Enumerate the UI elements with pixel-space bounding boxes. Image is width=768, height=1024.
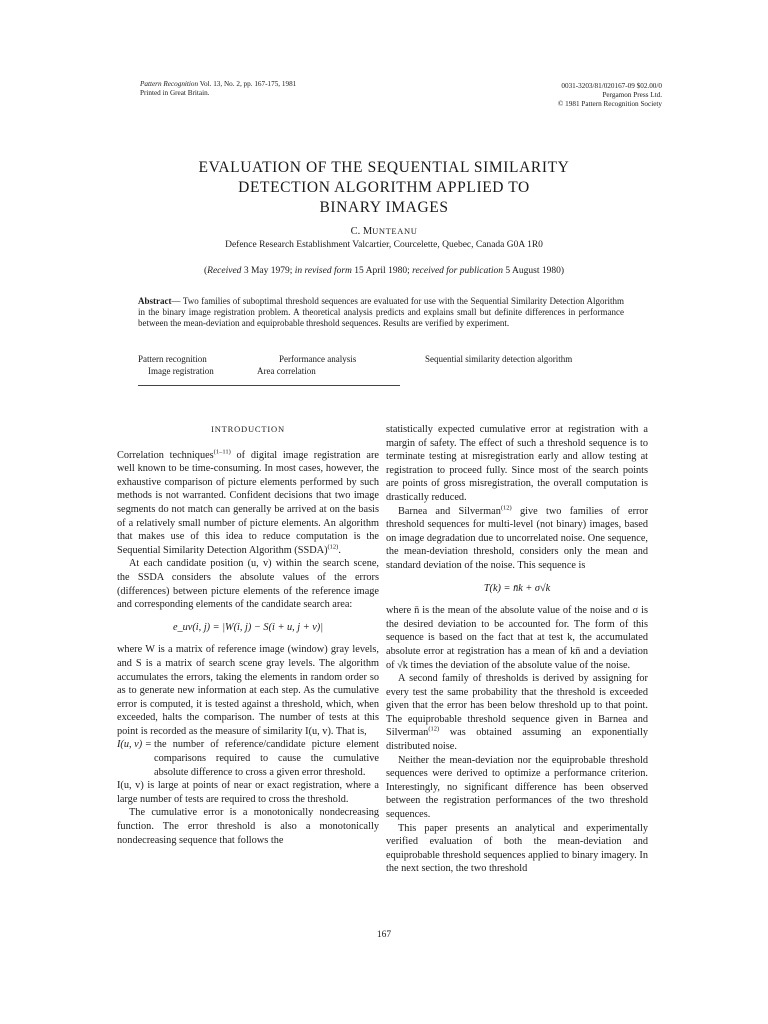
keywords [138, 353, 624, 381]
paper-title [0, 158, 768, 218]
publisher-name: Pergamon Press Ltd. [602, 91, 662, 99]
paragraph: A second family of thresholds is derived by assigning for every test the same probability that the threshold is exceeded given that the error has been below threshold up to that point. The equiprobable threshold sequence given in Barnea and Silverman$^{(12)}$ was obtained assuming an exponentially distributed noise. [386, 673, 648, 753]
citation-ref: (12) [327, 543, 339, 551]
keyword: Performance analysis [279, 354, 357, 364]
publication-date: 5 August 1980 [505, 266, 561, 276]
paragraph: Neither the mean-deviation nor the equiprobable threshold sequences were derived to optimize a performance criterion. Interestingly, no significant difference has been observed between the registration performances of the two threshold sequences. [386, 754, 648, 821]
printed-in: Printed in Great Britain. [140, 89, 210, 97]
equation: T(k) = n̄k + σ√k [483, 582, 551, 594]
abstract-text: Two families of suboptimal threshold sequences are evaluated for use with the Sequential Similarity Detection Algorithm in the binary image registration problem. A theoretical analysis predicts and explains small but definite differences in performance between the mean-deviation and equiprobable threshold sequences. Results are verified by experiment. [138, 296, 625, 329]
paragraph: I(u, v) is large at points of near or exact registration, where a large number of tests are required to cross the threshold. [117, 780, 379, 805]
keyword: Area correlation [257, 366, 316, 376]
revised-date: 15 April 1980 [354, 266, 408, 276]
abstract: Abstract— Two families of suboptimal threshold sequences are evaluated for use with the Sequential Similarity Detection Algorithm in the binary image registration problem. A theoretical analysis predicts and explains small but definite differences in performance between the mean-deviation and equiprobable threshold sequences. Results are verified by experiment. [138, 296, 625, 329]
copyright-notice: © 1981 Pattern Recognition Society [557, 100, 662, 108]
citation-ref: (1–11) [213, 448, 231, 456]
article-code: 0031-3203/81/020167-09 $02.00/0 [561, 82, 662, 90]
submission-dates: (Received 3 May 1979; in revised form 15 April 1980; received for publication 5 August 1980) [203, 266, 565, 276]
keyword: Pattern recognition [138, 354, 207, 364]
journal-citation: Vol. 13, No. 2, pp. 167-175, 1981 [198, 80, 297, 88]
right-column [386, 423, 648, 876]
citation-ref: (12) [500, 504, 512, 512]
keyword: Image registration [148, 366, 214, 376]
abstract-label: Abstract [138, 296, 172, 306]
paragraph: At each candidate position (u, v) within the search scene, the SSDA considers the absolute values of the errors (differences) between picture elements of the reference image and corresponding elements of the candidate search area: [117, 558, 379, 611]
equation: e_uv(i, j) = |W(i, j) − S(i + u, j + v)| [172, 621, 324, 633]
author-initial: C. M [350, 226, 373, 237]
author-affiliation: Defence Research Establishment Valcartier, Courcelette, Quebec, Canada G0A 1R0 [225, 240, 543, 250]
title-line-1: EVALUATION OF THE SEQUENTIAL SIMILARITY [198, 159, 570, 176]
revised-label: in revised form [294, 266, 352, 276]
definition [117, 738, 379, 779]
keyword: Sequential similarity detection algorithm [425, 354, 573, 364]
received-date: 3 May 1979 [243, 266, 290, 276]
received-label: Received [207, 266, 242, 276]
author-name [0, 226, 768, 237]
definition-text: the number of reference/candidate picture element comparisons required to cause the cumulative absolute difference to cross a given error threshold. [154, 739, 379, 778]
paragraph: The cumulative error is a monotonically nondecreasing function. The error threshold is also a monotonically nondecreasing sequence that follows the [117, 807, 379, 846]
publisher-header [558, 82, 662, 109]
journal-name: Pattern Recognition [140, 80, 199, 88]
paragraph: where n̄ is the mean of the absolute value of the noise and σ is the desired deviation to be accounted for. The form of this sequence is based on the fact that at test k, the accumulated absolute error at registration has a mean of kn̄ and a deviation of √k times the deviation of the absolute value of the noise. [386, 605, 648, 671]
definition-term: I(u, v) = [117, 739, 152, 751]
title-line-3: BINARY IMAGES [319, 199, 449, 216]
paragraph: Barnea and Silverman$^{(12)}$ give two families of error threshold sequences for multi-level (not binary) images, based on image degradation due to uncorrelated noise. One sequence, the mean-deviation threshold, considers only the mean and standard deviation of the noise. This sequence is [386, 504, 649, 571]
publication-label: received for publication [412, 266, 504, 276]
title-line-2: DETECTION ALGORITHM APPLIED TO [238, 179, 530, 196]
paragraph: where W is a matrix of reference image (window) gray levels, and S is a matrix of search scene gray levels. The algorithm accumulates the errors, taking the elements in random order so as to generate new information at each step. As the cumulative error is computed, it is tested against a threshold, which, when exceeded, halts the comparison. The number of tests at this point is recorded as the measure of similarity I(u, v). That is, [117, 644, 379, 737]
paragraph: This paper presents an analytical and experimentally verified evaluation of both the mean-deviation and equiprobable threshold sequences applied to binary imagery. In the next section, the two threshold [386, 822, 648, 875]
author-surname: UNTEANU [372, 226, 418, 236]
journal-header [140, 80, 296, 98]
divider [138, 385, 400, 386]
citation-ref: (12) [428, 726, 440, 734]
section-heading: INTRODUCTION [211, 424, 285, 434]
page-number: 167 [376, 930, 392, 940]
paragraph: statistically expected cumulative error at registration with a margin of safety. The effect of such a threshold sequence is to terminate testing at misregistration early and allow testing at registration to proceed fully. Since most of the search points are points of gross misregistration, the overall computation is drastically reduced. [386, 424, 648, 503]
paragraph: Correlation techniques$^{(1-11)}$ of digital image registration are well known to be time-consuming. In most cases, however, the exhaustive comparison of picture elements performed by such methods is not warranted. Confident decisions that two image segments do not match can generally be arrived at on the basis of a relatively small number of picture elements. An algorithm that makes use of this idea to reduce computation is the Sequential Similarity Detection Algorithm (SSDA)$^{(12)}$. [117, 448, 379, 556]
left-column [117, 423, 379, 847]
